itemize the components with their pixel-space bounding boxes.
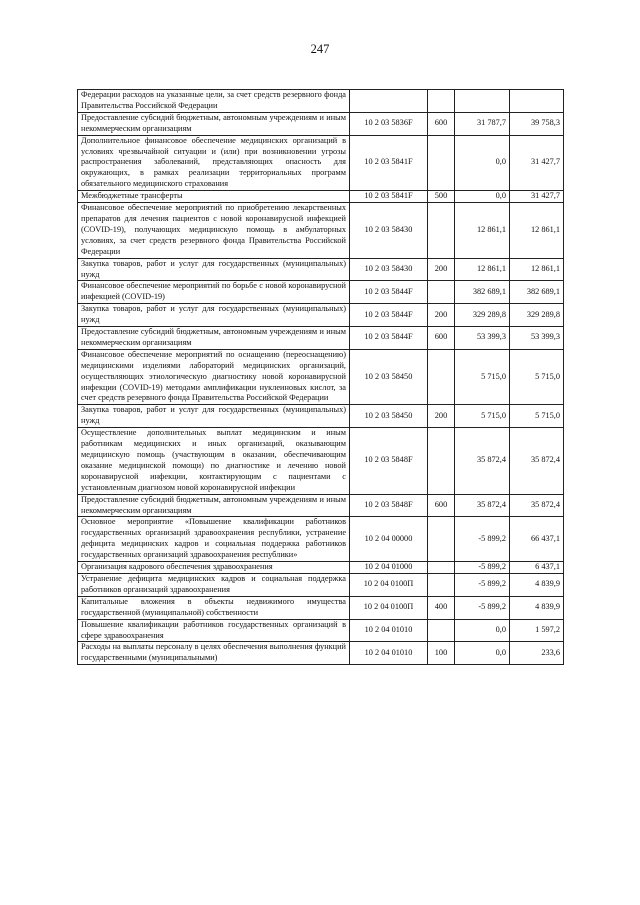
row-value-2-cell: 39 758,3 bbox=[510, 112, 564, 135]
row-value-1-cell: -5 899,2 bbox=[455, 517, 510, 562]
row-name-cell: Предоставление субсидий бюджетным, автономным учреждениям и иным некоммерческим организациям bbox=[78, 112, 350, 135]
row-type-cell: 600 bbox=[428, 494, 455, 517]
table-row bbox=[78, 112, 564, 135]
table-row bbox=[78, 203, 564, 259]
row-name-cell: Предоставление субсидий бюджетным, автономным учреждениям и иным некоммерческим организациям bbox=[78, 494, 350, 517]
table-row bbox=[78, 281, 564, 304]
row-value-2-cell: 1 597,2 bbox=[510, 619, 564, 642]
row-code-cell: 10 2 03 5848F bbox=[350, 428, 428, 494]
row-code-cell: 10 2 03 5836F bbox=[350, 112, 428, 135]
row-name-cell: Закупка товаров, работ и услуг для государственных (муниципальных) нужд bbox=[78, 258, 350, 281]
row-code-cell: 10 2 03 5841F bbox=[350, 135, 428, 191]
budget-table bbox=[77, 89, 564, 665]
row-value-1-cell: -5 899,2 bbox=[455, 596, 510, 619]
row-name-cell: Осуществление дополнительных выплат медицинским и иным работникам медицинских и иных организаций, оказывающим медицинскую помощь (участвующим в оказании, обеспечивающим оказание медицинской помощи) по диагностике и лечению новой коронавирусной инфекции, контактирующим с пациентами с установленным диагнозом новой коронавирусной инфекции bbox=[78, 428, 350, 494]
row-name-cell: Расходы на выплаты персоналу в целях обеспечения выполнения функций государственными (муниципальными) bbox=[78, 642, 350, 665]
row-type-cell: 600 bbox=[428, 327, 455, 350]
row-value-2-cell: 31 427,7 bbox=[510, 191, 564, 203]
row-name-cell: Организация кадрового обеспечения здравоохранения bbox=[78, 562, 350, 574]
row-name-cell: Финансовое обеспечение мероприятий по борьбе с новой коронавирусной инфекцией (COVID-19) bbox=[78, 281, 350, 304]
table-row bbox=[78, 573, 564, 596]
row-code-cell bbox=[350, 90, 428, 113]
row-value-2-cell: 4 839,9 bbox=[510, 596, 564, 619]
row-value-2-cell: 12 861,1 bbox=[510, 203, 564, 259]
row-value-2-cell: 233,6 bbox=[510, 642, 564, 665]
row-value-1-cell: 0,0 bbox=[455, 619, 510, 642]
row-type-cell bbox=[428, 349, 455, 405]
row-name-cell: Повышение квалификации работников государственных организаций в сфере здравоохранения bbox=[78, 619, 350, 642]
row-value-1-cell: 0,0 bbox=[455, 191, 510, 203]
row-type-cell bbox=[428, 562, 455, 574]
row-value-2-cell: 66 437,1 bbox=[510, 517, 564, 562]
row-type-cell: 100 bbox=[428, 642, 455, 665]
row-value-1-cell: 5 715,0 bbox=[455, 349, 510, 405]
row-value-1-cell: 12 861,1 bbox=[455, 203, 510, 259]
row-value-1-cell: 31 787,7 bbox=[455, 112, 510, 135]
row-value-1-cell: 0,0 bbox=[455, 642, 510, 665]
row-code-cell: 10 2 04 01010 bbox=[350, 619, 428, 642]
page-number: 247 bbox=[310, 42, 330, 56]
row-value-2-cell: 53 399,3 bbox=[510, 327, 564, 350]
table-row bbox=[78, 619, 564, 642]
row-name-cell: Закупка товаров, работ и услуг для государственных (муниципальных) нужд bbox=[78, 304, 350, 327]
table-row bbox=[78, 90, 564, 113]
row-value-1-cell: 329 289,8 bbox=[455, 304, 510, 327]
row-name-cell: Устранение дефицита медицинских кадров и социальная поддержка работников организаций здравоохранения bbox=[78, 573, 350, 596]
table-row bbox=[78, 596, 564, 619]
row-value-2-cell: 329 289,8 bbox=[510, 304, 564, 327]
row-value-1-cell: 53 399,3 bbox=[455, 327, 510, 350]
table-row bbox=[78, 327, 564, 350]
row-value-1-cell: -5 899,2 bbox=[455, 562, 510, 574]
row-name-cell: Капитальные вложения в объекты недвижимого имущества государственной (муниципальной) собственности bbox=[78, 596, 350, 619]
row-type-cell: 400 bbox=[428, 596, 455, 619]
row-code-cell: 10 2 03 5844F bbox=[350, 327, 428, 350]
row-value-2-cell: 6 437,1 bbox=[510, 562, 564, 574]
row-type-cell bbox=[428, 517, 455, 562]
row-code-cell: 10 2 04 00000 bbox=[350, 517, 428, 562]
table-row bbox=[78, 517, 564, 562]
table-row bbox=[78, 304, 564, 327]
row-type-cell bbox=[428, 281, 455, 304]
row-value-2-cell bbox=[510, 90, 564, 113]
table-row bbox=[78, 428, 564, 494]
row-value-2-cell: 4 839,9 bbox=[510, 573, 564, 596]
row-value-2-cell: 31 427,7 bbox=[510, 135, 564, 191]
row-value-2-cell: 5 715,0 bbox=[510, 349, 564, 405]
row-name-cell: Межбюджетные трансферты bbox=[78, 191, 350, 203]
row-code-cell: 10 2 04 0100П bbox=[350, 573, 428, 596]
row-code-cell: 10 2 03 5848F bbox=[350, 494, 428, 517]
row-code-cell: 10 2 03 5841F bbox=[350, 191, 428, 203]
row-type-cell bbox=[428, 619, 455, 642]
row-type-cell bbox=[428, 90, 455, 113]
row-code-cell: 10 2 04 0100П bbox=[350, 596, 428, 619]
table-row bbox=[78, 349, 564, 405]
row-code-cell: 10 2 03 58430 bbox=[350, 258, 428, 281]
row-code-cell: 10 2 03 5844F bbox=[350, 281, 428, 304]
row-value-2-cell: 35 872,4 bbox=[510, 494, 564, 517]
row-code-cell: 10 2 03 5844F bbox=[350, 304, 428, 327]
table-row bbox=[78, 405, 564, 428]
row-value-2-cell: 12 861,1 bbox=[510, 258, 564, 281]
table-row bbox=[78, 494, 564, 517]
table-row bbox=[78, 135, 564, 191]
row-type-cell bbox=[428, 573, 455, 596]
table-row bbox=[78, 258, 564, 281]
row-value-2-cell: 5 715,0 bbox=[510, 405, 564, 428]
row-code-cell: 10 2 04 01010 bbox=[350, 642, 428, 665]
row-type-cell bbox=[428, 135, 455, 191]
row-name-cell: Финансовое обеспечение мероприятий по оснащению (переоснащению) медицинскими изделиями лабораторий медицинских организаций, осуществляющих этиологическую диагностику новой коронавирусной инфекции (COVID-19) методами амплификации нуклеиновых кислот, за счет средств резервного фонда Правительства Российской Федерации bbox=[78, 349, 350, 405]
row-name-cell: Предоставление субсидий бюджетным, автономным учреждениям и иным некоммерческим организациям bbox=[78, 327, 350, 350]
table-row bbox=[78, 562, 564, 574]
table-row bbox=[78, 642, 564, 665]
row-type-cell: 600 bbox=[428, 112, 455, 135]
row-value-1-cell: 382 689,1 bbox=[455, 281, 510, 304]
row-value-1-cell: -5 899,2 bbox=[455, 573, 510, 596]
row-type-cell: 200 bbox=[428, 405, 455, 428]
row-value-2-cell: 35 872,4 bbox=[510, 428, 564, 494]
row-type-cell: 200 bbox=[428, 304, 455, 327]
row-name-cell: Дополнительное финансовое обеспечение медицинских организаций в условиях чрезвычайной ситуации и (или) при возникновении угрозы распространения заболеваний, представляющих опасность для окружающих, в рамках реализации территориальных программ обязательного медицинского страхования bbox=[78, 135, 350, 191]
row-name-cell: Финансовое обеспечение мероприятий по приобретению лекарственных препаратов для лечения пациентов с новой коронавирусной инфекцией (COVID-19), получающих медицинскую помощь в амбулаторных условиях, за счет средств резервного фонда Правительства Российской Федерации bbox=[78, 203, 350, 259]
table-row bbox=[78, 191, 564, 203]
row-type-cell bbox=[428, 428, 455, 494]
row-value-1-cell: 0,0 bbox=[455, 135, 510, 191]
row-type-cell: 200 bbox=[428, 258, 455, 281]
row-type-cell bbox=[428, 203, 455, 259]
row-code-cell: 10 2 03 58430 bbox=[350, 203, 428, 259]
row-value-1-cell: 12 861,1 bbox=[455, 258, 510, 281]
row-value-2-cell: 382 689,1 bbox=[510, 281, 564, 304]
row-code-cell: 10 2 03 58450 bbox=[350, 349, 428, 405]
row-code-cell: 10 2 03 58450 bbox=[350, 405, 428, 428]
row-name-cell: Основное мероприятие «Повышение квалификации работников государственных организаций здравоохранения республики, устранение дефицита медицинских кадров и социальная поддержка работников государственных организаций здравоохранения республики» bbox=[78, 517, 350, 562]
row-value-1-cell bbox=[455, 90, 510, 113]
row-value-1-cell: 5 715,0 bbox=[455, 405, 510, 428]
row-name-cell: Закупка товаров, работ и услуг для государственных (муниципальных) нужд bbox=[78, 405, 350, 428]
row-name-cell: Федерации расходов на указанные цели, за счет средств резервного фонда Правительства Российской Федерации bbox=[78, 90, 350, 113]
row-code-cell: 10 2 04 01000 bbox=[350, 562, 428, 574]
row-value-1-cell: 35 872,4 bbox=[455, 494, 510, 517]
row-value-1-cell: 35 872,4 bbox=[455, 428, 510, 494]
row-type-cell: 500 bbox=[428, 191, 455, 203]
